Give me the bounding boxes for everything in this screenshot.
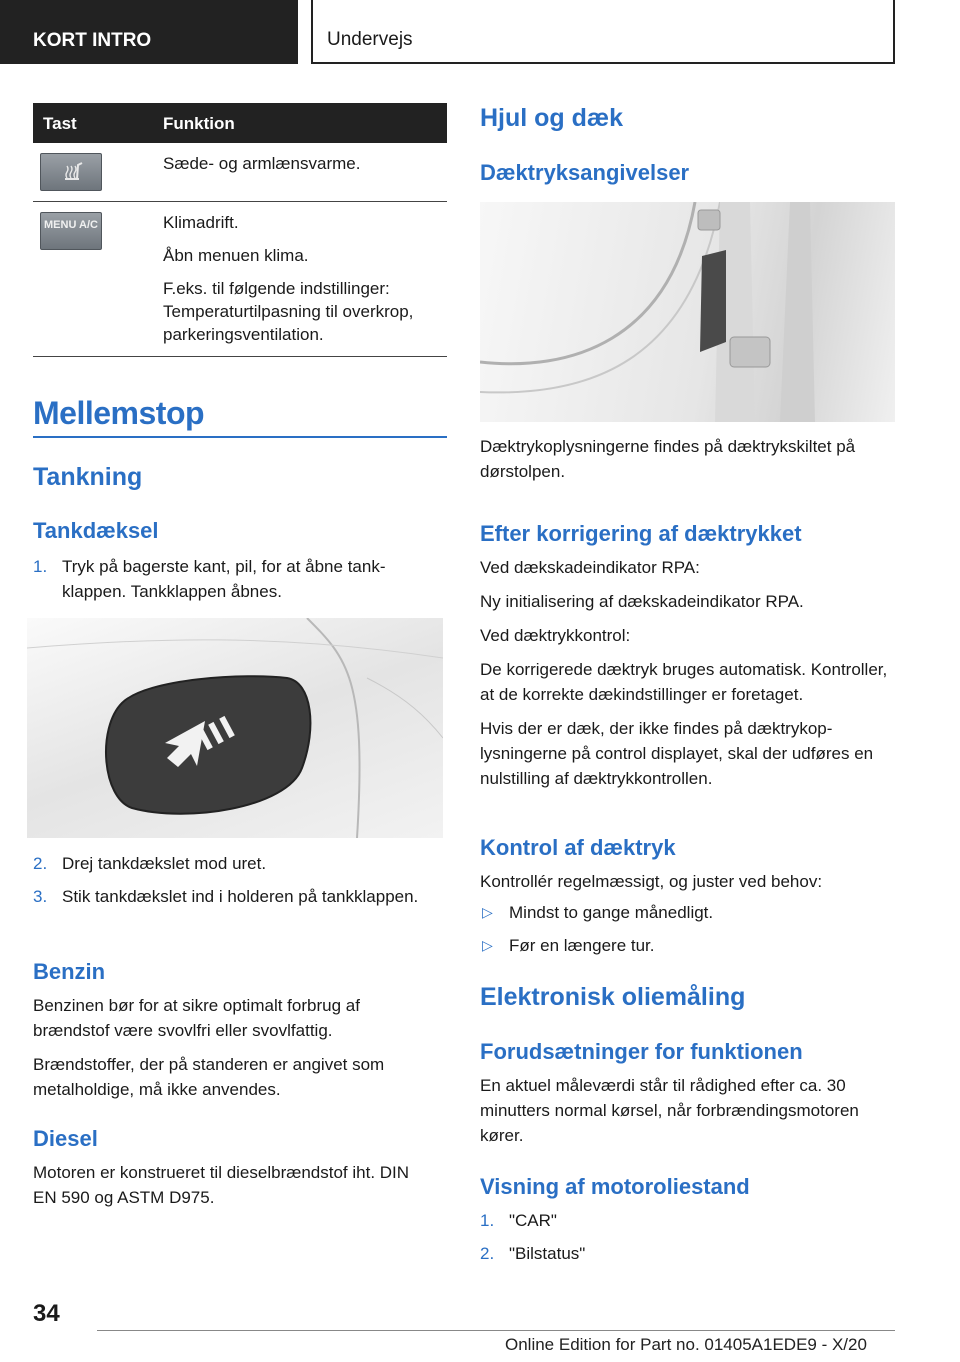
list-item	[480, 900, 895, 925]
paragraph: Ny initialisering af dækskadeindikator RPA.	[480, 592, 804, 611]
bullet-text: Mindst to gange månedligt.	[509, 903, 714, 922]
door-pillar-photo	[480, 202, 895, 422]
edition-text: Online Edition for Part no. 01405A1EDE9 - X/20	[505, 1335, 867, 1354]
heading-diesel: Diesel	[33, 1126, 98, 1151]
bullet-triangle-icon: ▷	[482, 904, 493, 920]
menu-ac-key-icon	[40, 212, 102, 250]
heading-kontrol-af-daektryk: Kontrol af dæktryk	[480, 835, 676, 860]
menu-ac-key-label: MENU A/C	[44, 219, 98, 231]
list-item	[480, 933, 895, 958]
function-text	[163, 152, 360, 185]
list-item	[33, 554, 438, 604]
paragraph: Dæktrykoplysningerne findes på dæktrykskiltet på dørstolpen.	[480, 437, 856, 481]
steps-list	[33, 851, 438, 917]
step-number: 1.	[480, 1211, 495, 1230]
step-text: Stik tankdækslet ind i holderen på tankklappen.	[62, 887, 419, 906]
seat-heating-icon	[40, 153, 102, 191]
heading-efter-korrigering: Efter korrigering af dæktrykket	[480, 521, 802, 546]
paragraph: En aktuel måleværdi står til rådighed efter ca. 30 minutters normal kørsel, når forbrændingsmotoren kører.	[480, 1076, 859, 1145]
key-function-table	[33, 103, 447, 357]
step-number: 1.	[33, 557, 48, 576]
diesel-text	[33, 1160, 433, 1219]
list-item	[33, 884, 438, 909]
col-key-header: Tast	[43, 114, 77, 133]
paragraph: Ved dækskadeindikator RPA:	[480, 558, 700, 577]
list-item	[480, 1241, 880, 1266]
paragraph: Hvis der er dæk, der ikke findes på dæktrykoplysningerne på control displayet, skal der udføres en nulstilling af dæktrykkontrollen.	[480, 719, 874, 788]
page-number: 34	[33, 1300, 60, 1327]
check-bullets	[480, 900, 895, 966]
paragraph: Ved dæktrykkontrol:	[480, 626, 631, 645]
heading-mellemstop: Mellemstop	[33, 395, 205, 431]
paragraph: De korrigerede dæktryk bruges automatisk. Kontroller, at de korrekte dækindstillinger er foretaget.	[480, 660, 888, 704]
step-text: Tryk på bagerste kant, pil, for at åbne tankklappen. Tankklappen åbnes.	[62, 557, 386, 601]
step-text: Drej tankdækslet mod uret.	[62, 854, 267, 873]
check-text	[480, 869, 895, 903]
col-function-header: Funktion	[163, 114, 235, 133]
heading-hjul-og-daek: Hjul og dæk	[480, 104, 624, 132]
heading-elektronisk-oliemaaling: Elektronisk oliemåling	[480, 983, 746, 1011]
paragraph: Kontrollér regelmæssigt, og juster ved behov:	[480, 872, 823, 891]
function-text	[163, 211, 447, 356]
chapter-tab	[311, 0, 895, 64]
bullet-triangle-icon: ▷	[482, 937, 493, 953]
function-line: Klimadrift.	[163, 213, 239, 232]
step-text: "CAR"	[509, 1211, 557, 1230]
after-text	[480, 555, 895, 800]
step-number: 2.	[480, 1244, 495, 1263]
display-steps	[480, 1208, 880, 1274]
section-tab	[0, 0, 298, 64]
function-line: Åbn menuen klima.	[163, 246, 309, 265]
pressure-text	[480, 434, 890, 493]
paragraph: Motoren er konstrueret til dieselbrændstof iht. DIN EN 590 og ASTM D975.	[33, 1163, 410, 1207]
list-item	[480, 1208, 880, 1233]
heading-tankning: Tankning	[33, 463, 143, 491]
table-row	[33, 143, 447, 202]
heading-tankdaeksel: Tankdæksel	[33, 518, 159, 543]
paragraph: Brændstoffer, der på standeren er angivet som metalholdige, må ikke anvendes.	[33, 1055, 385, 1099]
bullet-text: Før en længere tur.	[509, 936, 655, 955]
steps-list	[33, 554, 438, 612]
heading-rule	[33, 436, 447, 438]
paragraph: Benzinen bør for at sikre optimalt forbrug af brændstof være svovlfri eller svovlfattig.	[33, 996, 360, 1040]
function-line: Sæde- og armlænsvarme.	[163, 154, 361, 173]
table-header	[33, 103, 447, 143]
step-number: 2.	[33, 854, 48, 873]
step-text: "Bilstatus"	[509, 1244, 586, 1263]
step-number: 3.	[33, 887, 48, 906]
chapter-label: Undervejs	[327, 29, 413, 50]
list-item	[33, 851, 438, 876]
fuel-flap-photo	[27, 618, 443, 838]
heading-daektryksangivelser: Dæktryksangivelser	[480, 160, 690, 185]
benzin-text	[33, 993, 438, 1111]
heading-forudsaetninger: Forudsætninger for funktionen	[480, 1039, 803, 1064]
table-row	[33, 202, 447, 357]
heading-benzin: Benzin	[33, 959, 106, 984]
function-line: F.eks. til følgende indstillinger: Temperaturtilpasning til overkrop, parkeringsventilation.	[163, 279, 414, 344]
heading-visning-af-motoroliestand: Visning af motoroliestand	[480, 1174, 750, 1199]
footer-rule	[97, 1330, 895, 1331]
prereq-text	[480, 1073, 880, 1157]
section-label: KORT INTRO	[33, 30, 152, 51]
